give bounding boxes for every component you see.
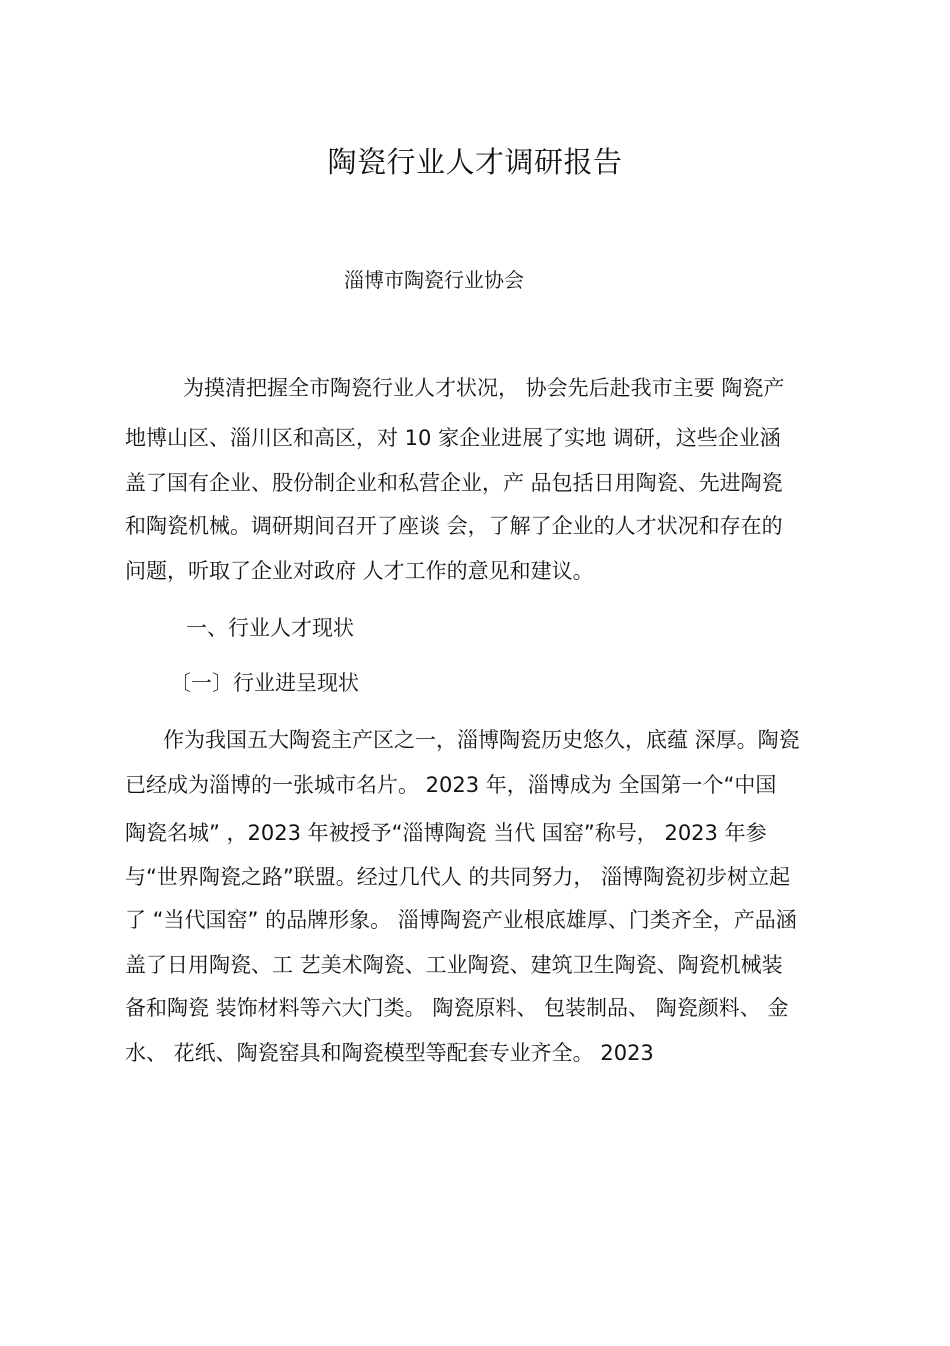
body-line: 了 “当代国窑” 的品牌形象。 淄博陶瓷产业根底雄厚、门类齐全，产品涵 (125, 908, 797, 932)
intro-line: 为摸清把握全市陶瓷行业人才状况， 协会先后赴我市主要 陶瓷产 (183, 376, 785, 400)
body-line: 水、 花纸、陶瓷窑具和陶瓷模型等配套专业齐全。 2023 (125, 1041, 654, 1065)
intro-line: 盖了国有企业、股份制企业和私营企业，产 品包括日用陶瓷、先进陶瓷 (125, 471, 783, 495)
organization-name: 淄博市陶瓷行业协会 (344, 268, 524, 292)
document-title: 陶瓷行业人才调研报告 (327, 145, 623, 179)
body-line: 已经成为淄博的一张城市名片。 2023 年，淄博成为 全国第一个“中国 (125, 773, 777, 797)
subsection-heading: 〔一〕行业进呈现状 (170, 671, 359, 695)
intro-line: 问题，听取了企业对政府 人才工作的意见和建议。 (125, 559, 594, 583)
body-line: 陶瓷名城” ，2023 年被授予“淄博陶瓷 当代 国窑”称号， 2023 年参 (125, 821, 767, 845)
section-heading: 一、行业人才现状 (186, 616, 354, 640)
intro-line: 地博山区、淄川区和高区，对 10 家企业进展了实地 调研，这些企业涵 (125, 426, 781, 450)
intro-line: 和陶瓷机械。调研期间召开了座谈 会，了解了企业的人才状况和存在的 (125, 514, 783, 538)
body-line: 与“世界陶瓷之路”联盟。经过几代人 的共同努力， 淄博陶瓷初步树立起 (125, 865, 791, 889)
body-line: 备和陶瓷 装饰材料等六大门类。 陶瓷原料、 包装制品、 陶瓷颜料、 金 (125, 996, 789, 1020)
body-line: 盖了日用陶瓷、工 艺美术陶瓷、工业陶瓷、建筑卫生陶瓷、陶瓷机械装 (125, 953, 783, 977)
body-line: 作为我国五大陶瓷主产区之一，淄博陶瓷历史悠久，底蕴 深厚。陶瓷 (163, 728, 800, 752)
